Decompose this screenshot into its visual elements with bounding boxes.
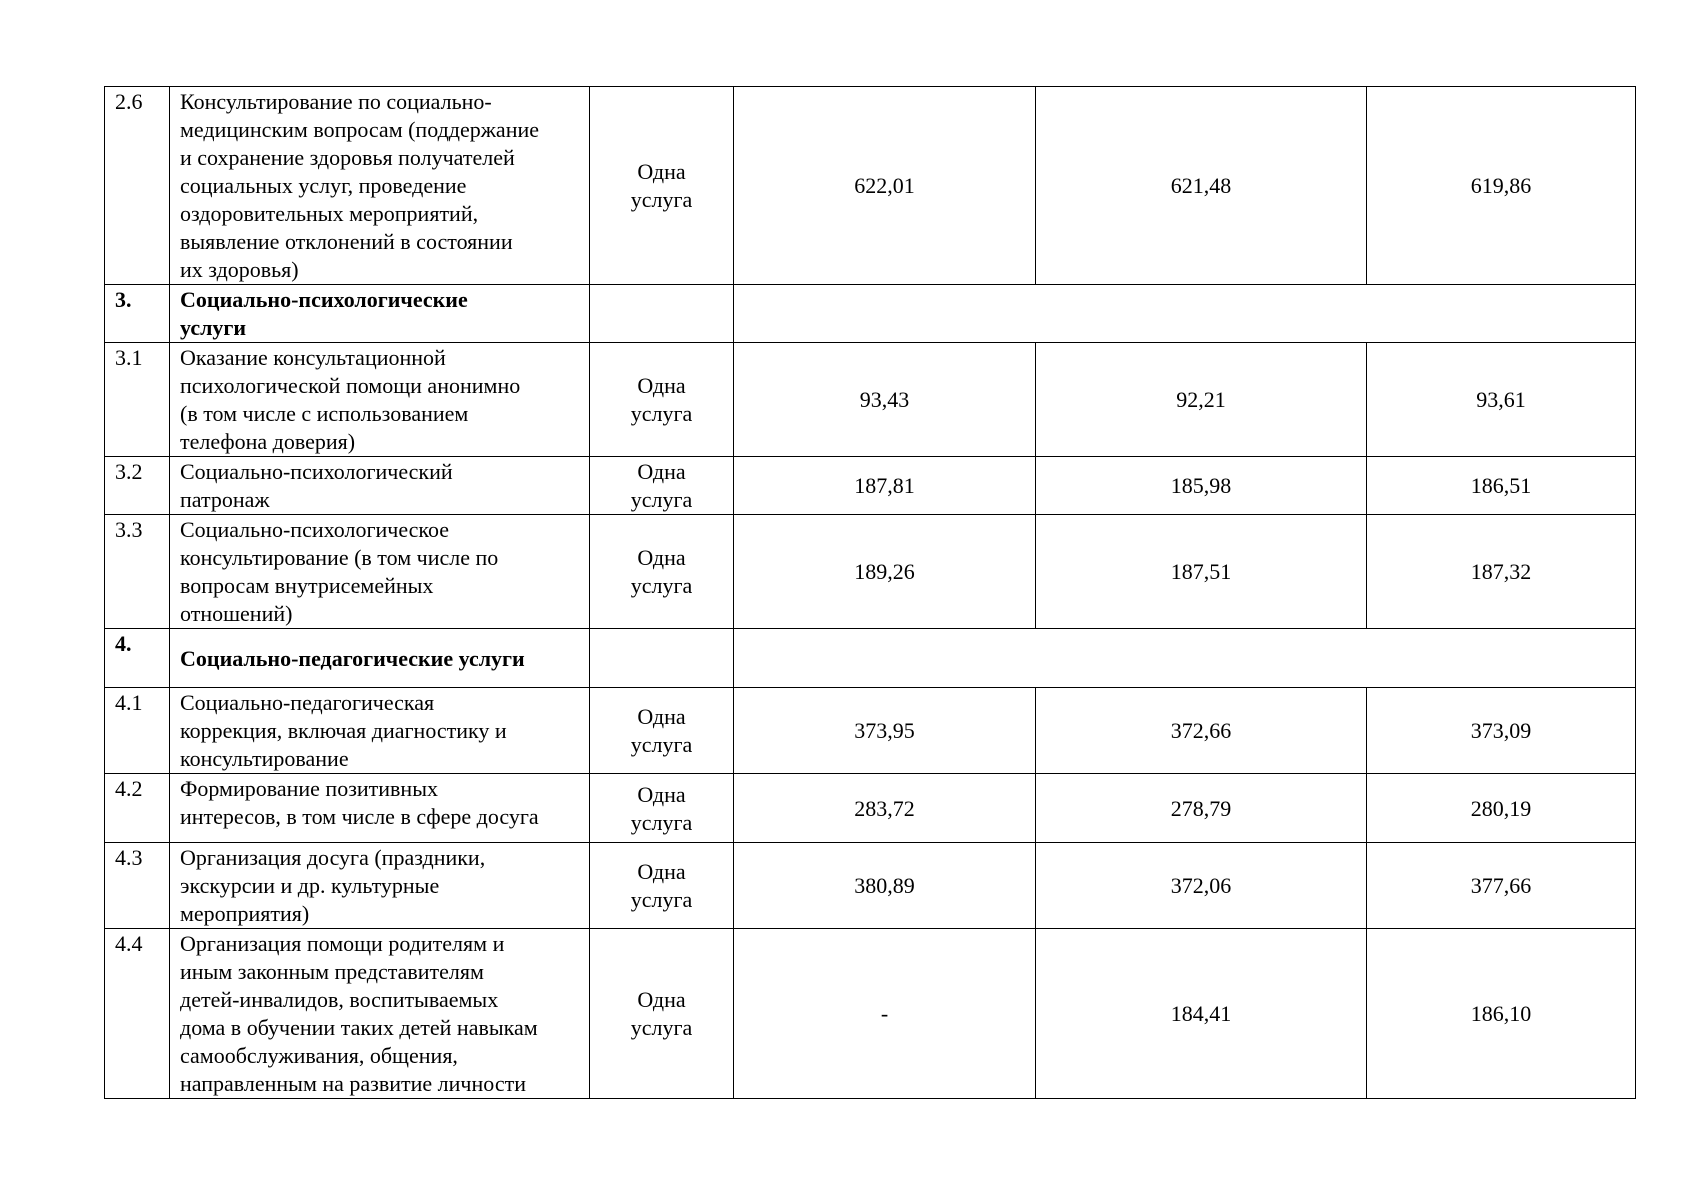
service-name-line: психологической помощи анонимно <box>180 373 521 398</box>
service-name-line: направленным на развитие личности <box>180 1071 526 1096</box>
empty-cell <box>590 285 734 343</box>
row-number: 3.2 <box>105 457 170 515</box>
price-value-1: 189,26 <box>734 515 1036 629</box>
service-name-line: дома в обучении таких детей навыкам <box>180 1015 538 1040</box>
unit-of-service <box>590 688 734 774</box>
unit-line: услуга <box>630 732 693 757</box>
price-value-2: 372,66 <box>1036 688 1367 774</box>
table-body <box>105 87 1636 1099</box>
service-name-line: интересов, в том числе в сфере досуга <box>180 804 539 829</box>
price-value-3: 373,09 <box>1367 688 1636 774</box>
unit-line: Одна <box>637 704 686 729</box>
unit-line: услуга <box>630 487 693 512</box>
service-name-line: иным законным представителям <box>180 959 484 984</box>
service-name-line: консультирование (в том числе по <box>180 545 499 570</box>
price-value-1: 93,43 <box>734 343 1036 457</box>
unit-of-service <box>590 87 734 285</box>
row-number: 3.3 <box>105 515 170 629</box>
service-name-line: Социально-педагогические услуги <box>180 645 525 671</box>
service-name-line: Оказание консультационной <box>180 345 446 370</box>
service-name-line: (в том числе с использованием <box>180 401 469 426</box>
price-value-1: 187,81 <box>734 457 1036 515</box>
table-row <box>105 457 1636 515</box>
service-name <box>170 843 590 929</box>
service-name <box>170 515 590 629</box>
empty-merged-cell <box>734 629 1636 688</box>
row-number: 4. <box>105 629 170 688</box>
price-value-1: 283,72 <box>734 774 1036 843</box>
service-name <box>170 343 590 457</box>
service-name-line: выявление отклонений в состоянии <box>180 229 513 254</box>
unit-line: Одна <box>637 781 686 807</box>
section-row <box>105 629 1636 688</box>
service-name-line: мероприятия) <box>180 901 310 926</box>
price-value-3: 187,32 <box>1367 515 1636 629</box>
service-name-line: Социально-психологический <box>180 459 453 484</box>
price-value-2: 187,51 <box>1036 515 1367 629</box>
unit-line: услуга <box>630 573 693 598</box>
unit-of-service <box>590 774 734 843</box>
table-row <box>105 515 1636 629</box>
price-value-3: 377,66 <box>1367 843 1636 929</box>
service-name-line: вопросам внутрисемейных <box>180 573 434 598</box>
service-name-line: отношений) <box>180 601 293 626</box>
service-name <box>170 929 590 1099</box>
service-name <box>170 457 590 515</box>
unit-line: услуга <box>630 187 693 212</box>
price-value-1: 622,01 <box>734 87 1036 285</box>
price-value-1: 373,95 <box>734 688 1036 774</box>
service-name-line: их здоровья) <box>180 257 299 282</box>
unit-of-service <box>590 515 734 629</box>
unit-line: услуга <box>630 401 693 426</box>
service-name-line: услуги <box>180 315 247 340</box>
service-name-line: Социально-педагогическая <box>180 690 435 715</box>
service-name-line: Социально-психологические <box>180 287 468 312</box>
service-name-line: социальных услуг, проведение <box>180 173 467 198</box>
table-row <box>105 343 1636 457</box>
unit-line: Одна <box>637 987 686 1012</box>
unit-of-service <box>590 457 734 515</box>
price-value-1: - <box>734 929 1036 1099</box>
unit-line: услуга <box>630 809 693 835</box>
unit-of-service <box>590 843 734 929</box>
section-row <box>105 285 1636 343</box>
price-value-2: 278,79 <box>1036 774 1367 843</box>
unit-line: Одна <box>637 459 686 484</box>
price-value-3: 93,61 <box>1367 343 1636 457</box>
row-number: 4.2 <box>105 774 170 843</box>
service-name <box>170 688 590 774</box>
unit-line: Одна <box>637 159 686 184</box>
section-title <box>170 285 590 343</box>
service-name-line: Организация досуга (праздники, <box>180 845 486 870</box>
price-value-3: 186,10 <box>1367 929 1636 1099</box>
service-name-line: патронаж <box>180 487 270 512</box>
table-row <box>105 843 1636 929</box>
unit-line: услуга <box>630 887 693 912</box>
unit-of-service <box>590 343 734 457</box>
service-name-line: детей-инвалидов, воспитываемых <box>180 987 499 1012</box>
row-number: 4.4 <box>105 929 170 1099</box>
service-name-line: Организация помощи родителям и <box>180 931 505 956</box>
table-row <box>105 87 1636 285</box>
unit-of-service <box>590 929 734 1099</box>
service-name-line: Социально-психологическое <box>180 517 449 542</box>
service-name-line: экскурсии и др. культурные <box>180 873 440 898</box>
row-number: 2.6 <box>105 87 170 285</box>
price-value-3: 619,86 <box>1367 87 1636 285</box>
table-row <box>105 688 1636 774</box>
service-name-line: и сохранение здоровья получателей <box>180 145 515 170</box>
price-value-2: 92,21 <box>1036 343 1367 457</box>
price-value-2: 621,48 <box>1036 87 1367 285</box>
service-name-line: консультирование <box>180 746 349 771</box>
service-name-line: самообслуживания, общения, <box>180 1043 458 1068</box>
service-name-line: медицинским вопросам (поддержание <box>180 117 540 142</box>
services-price-table <box>104 86 1636 1099</box>
price-value-3: 280,19 <box>1367 774 1636 843</box>
unit-line: Одна <box>637 545 686 570</box>
price-value-2: 184,41 <box>1036 929 1367 1099</box>
table-row <box>105 774 1636 843</box>
empty-cell <box>590 629 734 688</box>
service-name-line: телефона доверия) <box>180 429 356 454</box>
table-row <box>105 929 1636 1099</box>
service-name <box>170 87 590 285</box>
price-value-3: 186,51 <box>1367 457 1636 515</box>
unit-line: Одна <box>637 373 686 398</box>
row-number: 4.1 <box>105 688 170 774</box>
price-value-1: 380,89 <box>734 843 1036 929</box>
price-value-2: 185,98 <box>1036 457 1367 515</box>
empty-merged-cell <box>734 285 1636 343</box>
service-name-line: Консультирование по социально- <box>180 89 492 114</box>
section-title <box>170 629 590 688</box>
service-name-line: коррекция, включая диагностику и <box>180 718 507 743</box>
unit-line: услуга <box>630 1015 693 1040</box>
row-number: 3.1 <box>105 343 170 457</box>
price-value-2: 372,06 <box>1036 843 1367 929</box>
unit-line: Одна <box>637 859 686 884</box>
service-name <box>170 774 590 843</box>
row-number: 3. <box>105 285 170 343</box>
service-name-line: Формирование позитивных <box>180 776 438 801</box>
row-number: 4.3 <box>105 843 170 929</box>
service-name-line: оздоровительных мероприятий, <box>180 201 479 226</box>
